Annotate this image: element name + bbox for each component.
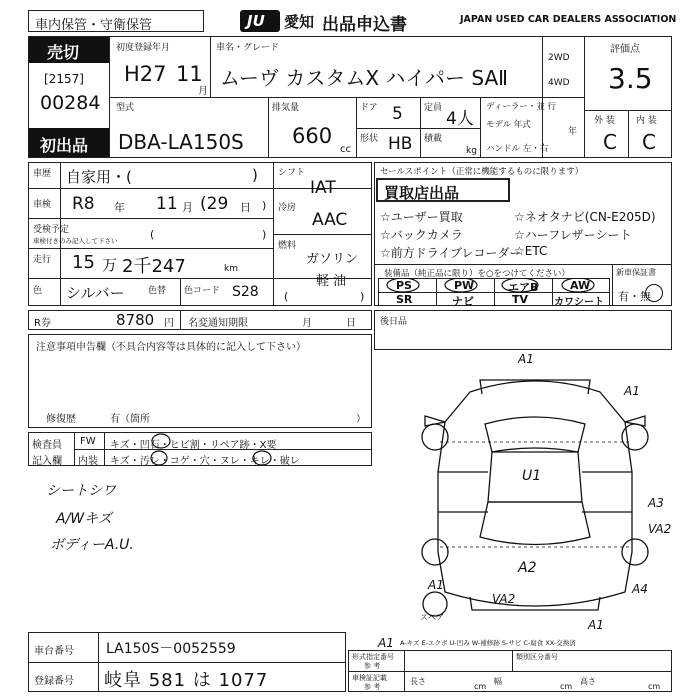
- load-label: 積載: [424, 134, 443, 144]
- color-code-label: 色コード: [184, 286, 221, 296]
- inspection-month: 11: [156, 194, 178, 214]
- handle-label: ハンドル 左・右: [486, 144, 549, 154]
- drive-4wd: 4WD: [548, 78, 570, 88]
- lot-number: 00284: [40, 92, 101, 114]
- row-divider: [28, 218, 273, 219]
- inspection-label: 車検: [33, 200, 52, 210]
- registration-label: 登録番号: [34, 676, 74, 687]
- col-divider: [404, 650, 405, 692]
- col-divider: [210, 36, 211, 97]
- org-name: 愛知: [284, 13, 315, 31]
- col-divider: [628, 110, 629, 158]
- fuel-paren-close: ): [360, 290, 365, 303]
- damage-mark-2: A1: [624, 384, 640, 398]
- color-value: シルバー: [66, 284, 125, 302]
- fw-items: キズ・凹石・ヒビ割・リペア跡・X要: [110, 440, 277, 451]
- reg-month-unit: 月: [198, 86, 208, 97]
- chassis-label: 車台番号: [34, 646, 74, 657]
- repair-label: 修復歴: [46, 414, 76, 425]
- equip-sr: SR: [396, 293, 413, 306]
- equip-pw: PW: [454, 279, 475, 292]
- name-change-label: 名変通知期限: [188, 318, 248, 329]
- sold-text: 売切: [47, 43, 80, 62]
- damage-legend: A-キズ E-エクボ U-凹み W-補修跡 S-サビ C-腐食 XX-交換済: [400, 639, 576, 647]
- year-unit: 年: [568, 127, 578, 137]
- length-cm: cm: [474, 682, 487, 691]
- score-value: 3.5: [608, 62, 653, 95]
- inspection-day: (29: [200, 194, 229, 214]
- model-designation-label: 形式指定番号: [352, 653, 394, 661]
- capacity-label: 定員: [424, 103, 443, 113]
- car-name: ムーヴ カスタムX ハイパー SAⅡ: [220, 66, 508, 90]
- damage-mark-10: A1: [588, 618, 604, 632]
- damage-mark-7: A1: [428, 578, 444, 592]
- storage-box: [28, 10, 204, 32]
- model-year-label: モデル 年式: [486, 120, 531, 130]
- inspection-year-unit: 年: [114, 201, 125, 214]
- ju-logo: [240, 10, 280, 32]
- name-change-month: 月: [302, 318, 312, 329]
- name-grade-label: 車名・グレード: [216, 43, 280, 53]
- fuel-value: ガソリン: [306, 252, 359, 267]
- cc-unit: cc: [340, 144, 351, 155]
- color-code-value: S28: [232, 284, 259, 300]
- purpose-value: 自家用・(: [66, 168, 132, 186]
- fuel-light: 軽 油: [316, 274, 347, 289]
- doors-label: ドア: [360, 103, 378, 113]
- col-divider: [74, 432, 75, 466]
- col-divider: [542, 36, 543, 158]
- repair-close: ）: [356, 414, 366, 425]
- mileage-man: 15: [72, 252, 95, 273]
- yen-unit: 円: [164, 318, 174, 329]
- recycle-label: R券: [34, 318, 51, 329]
- note-line-1: シートシワ: [46, 483, 116, 499]
- shape-value: HB: [388, 134, 413, 154]
- damage-mark-3: U1: [522, 468, 542, 484]
- ref-label-2: 参 考: [364, 683, 381, 691]
- dealer-label: ディーラー・並 行: [486, 102, 557, 112]
- receive-inspection-label: 受検予定: [33, 225, 70, 235]
- mileage-label: 走行: [33, 255, 52, 265]
- entry-label: 記入欄: [32, 456, 62, 467]
- damage-mark-9: A4: [632, 582, 648, 596]
- col-divider: [268, 97, 269, 158]
- row-divider: [28, 248, 273, 249]
- category-class-label: 類別区分番号: [516, 653, 558, 661]
- col-divider: [584, 36, 585, 158]
- drive-2wd: 2WD: [548, 53, 570, 63]
- cert-label: 車検証記載: [352, 674, 387, 682]
- selling-point-4: ☆ハーフレザーシート: [514, 228, 632, 242]
- receive-paren-close: ): [262, 228, 267, 241]
- fw-label: FW: [80, 436, 96, 447]
- mileage-thousands: 2千247: [122, 256, 186, 277]
- equip-ps: PS: [396, 279, 412, 292]
- form-title: 出品申込書: [322, 15, 407, 35]
- col-divider: [98, 632, 99, 692]
- exterior-value: C: [603, 130, 617, 154]
- inspection-day-unit: 日: [240, 201, 251, 214]
- equip-seat: カワシート: [554, 297, 604, 308]
- lot-bracket: [2157]: [44, 72, 84, 86]
- notes-label: 注意事項申告欄（不具合内容等は具体的に記入して下さい）: [36, 342, 306, 353]
- selling-point-2: ☆ネオタナビ(CN-E205D): [514, 210, 656, 224]
- displacement-label: 排気量: [272, 103, 300, 113]
- interior-row-label: 内装: [78, 456, 98, 467]
- row-divider: [109, 97, 584, 98]
- note-line-2: A/Wキズ: [56, 511, 112, 527]
- height-label: 高さ: [580, 677, 596, 686]
- first-reg-label: 初度登録年月: [116, 43, 171, 53]
- inspection-paren-close: ): [262, 199, 267, 212]
- selling-point-5: ☆前方ドライブレコーダー: [380, 246, 522, 260]
- col-divider: [180, 278, 181, 306]
- color-label: 色: [33, 286, 43, 296]
- equip-tv: TV: [512, 293, 529, 306]
- width-cm: cm: [560, 682, 573, 691]
- interior-value: C: [642, 130, 656, 154]
- inspection-year: R8: [72, 194, 95, 214]
- col-divider: [104, 432, 105, 466]
- displacement-value: 660: [292, 124, 333, 148]
- damage-mark-4: A3: [648, 496, 664, 510]
- col-divider: [480, 97, 481, 158]
- purpose-close: ): [252, 166, 258, 184]
- equip-aw: AW: [570, 279, 591, 292]
- inspection-month-unit: 月: [182, 201, 193, 214]
- sold-badge: [29, 37, 109, 63]
- model-code: DBA-LA150S: [118, 130, 244, 154]
- kaitori-text: 買取店出品: [384, 184, 460, 202]
- purpose-label: 車歴: [33, 169, 52, 179]
- col-divider: [180, 310, 181, 330]
- warranty-label: 新車保証書: [616, 268, 656, 277]
- width-label: 幅: [494, 677, 502, 686]
- chassis-number: LA150S－0052559: [106, 641, 236, 657]
- kg-unit: kg: [466, 146, 477, 156]
- score-label: 評価点: [610, 44, 640, 55]
- height-cm: cm: [648, 682, 661, 691]
- storage-label: 車内保管・守衛保管: [35, 18, 153, 33]
- equipment-circles: [378, 278, 610, 306]
- length-label: 長さ: [410, 677, 426, 686]
- interior-items: キズ・汚レ・コゲ・穴・ヌレ・キレ・破レ: [110, 456, 300, 467]
- receive-note: 車検付きのみ記入して下さい: [33, 237, 118, 245]
- warranty-value: 有・無: [618, 290, 651, 303]
- equip-navi: ナビ: [452, 295, 474, 308]
- spare-label: スペア: [420, 613, 444, 622]
- interior-label: 内 装: [636, 116, 657, 126]
- equip-airbag: エアB: [508, 281, 539, 294]
- registration-plate: 岐阜 581 は 1077: [104, 670, 269, 691]
- ju-logo-text: JU: [247, 12, 265, 30]
- row-divider: [348, 671, 672, 672]
- selling-points-label: セールスポイント（正常に機能するものに限ります）: [380, 167, 584, 177]
- association-name: JAPAN USED CAR DEALERS ASSOCIATION: [460, 14, 677, 25]
- shift-label: シフト: [278, 168, 306, 178]
- exterior-label: 外 装: [594, 116, 615, 126]
- reg-era: H27: [124, 62, 167, 86]
- first-listing-text: 初出品: [40, 136, 89, 155]
- name-change-day: 日: [346, 318, 356, 329]
- col-divider: [512, 650, 513, 671]
- damage-mark-1: A1: [518, 352, 534, 366]
- kaitori-box: [376, 178, 510, 202]
- first-listing-badge: [29, 128, 109, 157]
- warranty-circle: [645, 284, 663, 302]
- damage-mark-6: A2: [518, 560, 537, 576]
- selling-point-1: ☆ユーザー買取: [380, 210, 463, 224]
- col-divider: [612, 264, 613, 306]
- repair-value: 有（箇所: [110, 414, 150, 425]
- row-divider: [273, 234, 372, 235]
- capacity-value: 4人: [446, 109, 474, 129]
- note-line-3: ボディーA.U.: [50, 537, 134, 553]
- model-label: 型式: [116, 103, 135, 113]
- shape-label: 形状: [360, 134, 379, 144]
- damage-mark-5: VA2: [648, 522, 672, 536]
- fuel-paren-open: (: [284, 290, 289, 303]
- later-entry-label: 後日品: [380, 317, 408, 327]
- fuel-label: 燃料: [278, 241, 297, 251]
- inspector-label: 検査員: [32, 440, 62, 451]
- reg-month: 11: [176, 62, 203, 86]
- selling-point-3: ☆バックカメラ: [380, 228, 463, 242]
- later-entry-section: [374, 310, 672, 350]
- shift-value: IAT: [310, 178, 336, 198]
- doors-value: 5: [392, 104, 403, 124]
- damage-mark-11: A1: [378, 636, 394, 650]
- mileage-man-unit: 万: [102, 256, 118, 274]
- inspector-circles: [140, 432, 280, 466]
- row-divider: [28, 662, 346, 663]
- km-unit: km: [224, 264, 238, 274]
- equipment-label: 装備品（純正品に限り）を○をつけてください）: [384, 269, 570, 279]
- cooler-label: 冷房: [278, 203, 297, 213]
- cooler-value: AAC: [312, 210, 348, 230]
- row-divider: [374, 264, 672, 265]
- ref-label-1: 参 考: [364, 662, 381, 670]
- selling-point-6: ☆ETC: [514, 244, 548, 258]
- recycle-amount: 8780: [116, 311, 155, 329]
- receive-paren: (: [150, 228, 155, 241]
- damage-mark-8: VA2: [492, 592, 516, 606]
- color-change-label: 色替: [148, 286, 167, 296]
